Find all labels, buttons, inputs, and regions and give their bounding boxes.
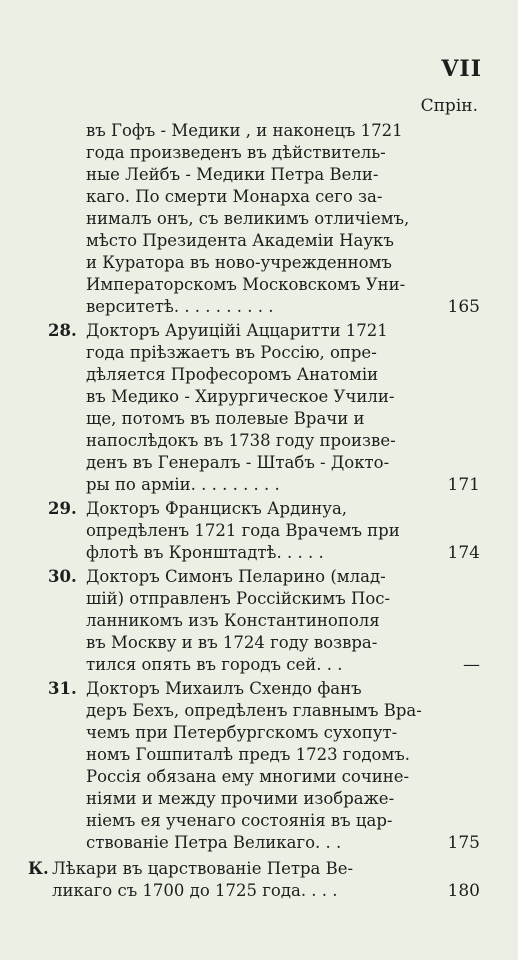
page-reference: 165 — [447, 297, 480, 317]
page-reference: 180 — [447, 881, 480, 901]
text-line: года пріѣзжаетъ въ Россію, опре- — [86, 343, 377, 362]
entry-number: 29. — [48, 499, 77, 518]
text-line: Россія обязана ему многими сочине- — [86, 767, 410, 786]
text-line: напослѣдокъ въ 1738 году произве- — [86, 431, 396, 450]
text-line: Докторъ Францискъ Ардинуа, — [86, 499, 348, 518]
text-line: номъ Гошпиталѣ предъ 1723 годомъ. — [86, 745, 411, 764]
entry-number: 30. — [48, 567, 77, 586]
text-line: ные Лейбъ - Медики Петра Вели- — [86, 165, 379, 184]
text-line: опредѣленъ 1721 года Врачемъ при — [86, 521, 400, 540]
text-line: въ Гофъ - Медики , и наконецъ 1721 — [86, 121, 403, 140]
text-line: ры по арміи. . . . . . . . . — [86, 475, 280, 494]
page-folio: VII — [441, 56, 482, 82]
text-line: ствованіе Петра Великаго. . . — [86, 833, 342, 852]
text-line: ликаго съ 1700 до 1725 года. . . . — [52, 881, 338, 900]
text-line: и Куратора въ ново-учрежденномъ — [86, 253, 392, 272]
page-reference: — — [463, 655, 480, 675]
text-line: Докторъ Михаилъ Схендо фанъ — [86, 679, 362, 698]
text-line: въ Медико - Хирургическое Учили- — [86, 387, 395, 406]
text-line: мѣсто Президента Академіи Наукъ — [86, 231, 394, 250]
text-line: ще, потомъ въ полевые Врачи и — [86, 409, 365, 428]
text-line: каго. По смерти Монарха сего за- — [86, 187, 383, 206]
entry-number: 31. — [48, 679, 77, 698]
entry-number: 28. — [48, 321, 77, 340]
text-line: дѣляется Професоромъ Анатоміи — [86, 365, 379, 384]
text-line: года произведенъ въ дѣйствитель- — [86, 143, 386, 162]
text-line: тился опять въ городъ сей. . . — [86, 655, 343, 674]
page-reference: 171 — [447, 475, 480, 495]
text-line: нималъ онъ, съ великимъ отличіемъ, — [86, 209, 410, 228]
text-line: ланникомъ изъ Константинополя — [86, 611, 380, 630]
text-line: Докторъ Аруиційі Аццаритти 1721 — [86, 321, 388, 340]
text-line: чемъ при Петербургскомъ сухопут- — [86, 723, 398, 742]
text-line: Докторъ Симонъ Пеларино (млад- — [86, 567, 386, 586]
text-line: денъ въ Генералъ - Штабъ - Докто- — [86, 453, 390, 472]
text-line: верситетѣ. . . . . . . . . . — [86, 297, 274, 316]
section-letter: К. — [28, 859, 49, 878]
text-line: ніемъ ея ученаго состоянія въ цар- — [86, 811, 393, 830]
running-head: Спрін. — [420, 96, 478, 116]
page-reference: 174 — [447, 543, 480, 563]
text-line: деръ Бехъ, опредѣленъ главнымъ Вра- — [86, 701, 422, 720]
text-line: Лѣкари въ царствованіе Петра Ве- — [52, 859, 354, 878]
text-line: ніями и между прочими изображе- — [86, 789, 395, 808]
text-line: флотѣ въ Кронштадтѣ. . . . . — [86, 543, 324, 562]
text-line: Императорскомъ Московскомъ Уни- — [86, 275, 406, 294]
page-reference: 175 — [447, 833, 480, 853]
text-line: въ Москву и въ 1724 году возвра- — [86, 633, 378, 652]
text-line: шій) отправленъ Россійскимъ Пос- — [86, 589, 391, 608]
